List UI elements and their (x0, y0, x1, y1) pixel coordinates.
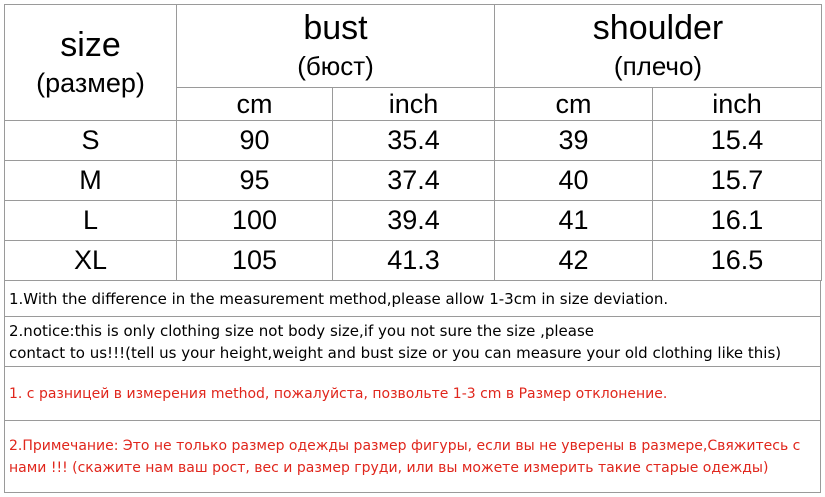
unit-bust-inch: inch (333, 88, 495, 121)
shoulder-header (495, 5, 822, 88)
table-row (5, 241, 822, 281)
shoulder-cm-cell: 42 (495, 241, 653, 281)
note-text: нами !!! (скажите нам ваш рост, вес и размер груди, или вы можете измерить такие старые одежды) (9, 459, 769, 476)
bust-cm-cell: 90 (177, 121, 333, 161)
note-text: 2.Примечание: Это не только размер одежды размер фигуры, если вы не уверены в размере,Свяжитесь с (9, 437, 801, 454)
shoulder-inch-cell: 16.5 (653, 241, 822, 281)
size-cell: L (5, 201, 177, 241)
shoulder-inch-cell: 15.4 (653, 121, 822, 161)
bust-header-label: bust (303, 9, 368, 47)
bust-inch-cell: 35.4 (333, 121, 495, 161)
size-header (5, 5, 177, 121)
size-cell: S (5, 121, 177, 161)
bust-cm-cell: 95 (177, 161, 333, 201)
shoulder-header-label-ru: (плечо) (613, 51, 703, 81)
table-row (5, 161, 822, 201)
shoulder-cm-cell: 39 (495, 121, 653, 161)
shoulder-cm-cell: 40 (495, 161, 653, 201)
header-row-top (5, 5, 822, 88)
shoulder-inch-cell: 16.1 (653, 201, 822, 241)
shoulder-header-label: shoulder (592, 9, 724, 47)
size-header-label-ru: (размер) (36, 67, 145, 98)
note-text: 1. с разницей в измерения method, пожалуйста, позвольте 1-3 cm в Размер отклонение. (9, 385, 668, 402)
unit-bust-cm: cm (177, 88, 333, 121)
bust-inch-cell: 39.4 (333, 201, 495, 241)
table-row (5, 201, 822, 241)
bust-header-label-ru: (бюст) (297, 51, 374, 81)
bust-cm-cell: 100 (177, 201, 333, 241)
unit-shoulder-cm: cm (495, 88, 653, 121)
bust-inch-cell: 37.4 (333, 161, 495, 201)
note-clothing-size-ru (4, 421, 821, 493)
notes-section (4, 281, 821, 493)
shoulder-inch-cell: 15.7 (653, 161, 822, 201)
bust-cm-cell: 105 (177, 241, 333, 281)
shoulder-cm-cell: 41 (495, 201, 653, 241)
note-measurement-deviation-ru (4, 367, 821, 421)
note-clothing-size (4, 317, 821, 367)
size-table (4, 4, 822, 281)
bust-header (177, 5, 495, 88)
note-text: 2.notice:this is only clothing size not body size,if you not sure the size ,please (9, 321, 594, 340)
size-cell: XL (5, 241, 177, 281)
note-text: contact to us!!!(tell us your height,weight and bust size or you can measure your old clothing like this) (9, 343, 782, 362)
size-cell: M (5, 161, 177, 201)
note-text: 1.With the difference in the measurement method,please allow 1-3cm in size deviation. (9, 289, 669, 308)
size-chart (4, 4, 821, 493)
note-measurement-deviation (4, 281, 821, 317)
table-row (5, 121, 822, 161)
bust-inch-cell: 41.3 (333, 241, 495, 281)
size-header-label: size (60, 25, 121, 64)
unit-shoulder-inch: inch (653, 88, 822, 121)
